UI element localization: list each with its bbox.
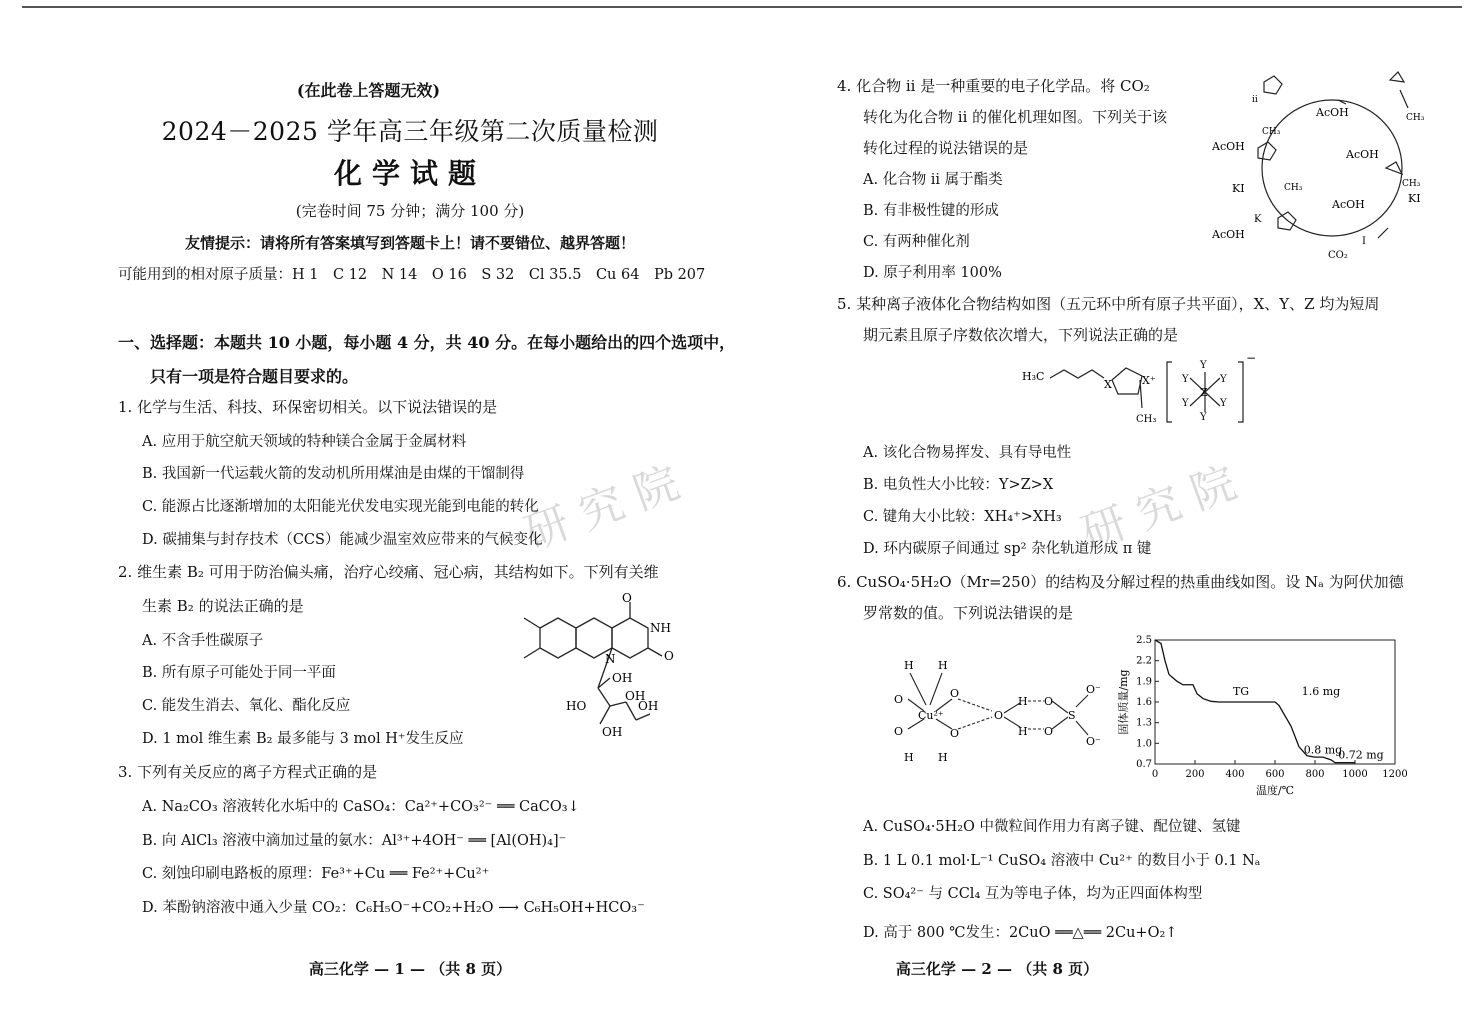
il-y6: Y: [1200, 412, 1207, 423]
vb2-oh2: OH: [625, 689, 646, 703]
cuso4-o1: O: [894, 693, 904, 706]
q4-stem-line3: 转化过程的说法错误的是: [863, 139, 1029, 157]
q2-option-d: D. 1 mol 维生素 B₂ 最多能与 3 mol H⁺发生反应: [142, 731, 464, 747]
q6-option-b: B. 1 L 0.1 mol·L⁻¹ CuSO₄ 溶液中 Cu²⁺ 的数目小于 0.1 Nₐ: [863, 853, 1261, 869]
atomic-masses: 可能用到的相对原子质量：H 1 C 12 N 14 O 16 S 32 Cl 35.5 Cu 64 Pb 207: [118, 267, 706, 283]
cycle-ki1: KI: [1232, 182, 1245, 195]
vb2-o1: O: [622, 591, 632, 605]
cycle-acoh3: AcOH: [1346, 148, 1379, 161]
cuso4-h2: H: [938, 659, 948, 672]
cuso4-o2: O: [950, 687, 960, 700]
x-tick-label: 200: [1185, 769, 1205, 780]
q5-option-c: C. 键角大小比较：XH₄⁺>XH₃: [863, 509, 1062, 525]
vb2-nh: NH: [650, 621, 671, 635]
time-info: (完卷时间 75 分钟；满分 100 分): [295, 202, 525, 220]
y-tick-label: 1.3: [1136, 717, 1152, 729]
subject-title: 化学试题: [333, 157, 486, 190]
cuso4-o5: O: [994, 709, 1004, 722]
q4-option-a: A. 化合物 ii 属于酯类: [863, 172, 1003, 188]
il-ch3: CH₃: [1136, 414, 1157, 425]
tg-chart-ylabel: 固体质量/mg: [1117, 669, 1130, 735]
x-tick-label: 400: [1225, 769, 1245, 780]
ionic-liquid-structure: [1022, 350, 1272, 430]
cycle-acoh5: AcOH: [1212, 228, 1245, 241]
q5-option-b: B. 电负性大小比较：Y>Z>X: [863, 477, 1054, 493]
cuso4-ominus2: O⁻: [1086, 735, 1101, 748]
catalytic-cycle-diagram: [1212, 68, 1452, 268]
y-tick-label: 1.0: [1136, 738, 1152, 750]
il-y5: Y: [1220, 398, 1227, 409]
cuso4-h1: H: [904, 659, 914, 672]
q3-option-b: B. 向 AlCl₃ 溶液中滴加过量的氨水：Al³⁺+4OH⁻ ══ [Al(OH)₄]⁻: [142, 833, 567, 849]
cycle-i: I: [1362, 236, 1366, 247]
q3-option-d: D. 苯酚钠溶液中通入少量 CO₂：C₆H₅O⁻+CO₂+H₂O ⟶ C₆H₅OH+HCO₃⁻: [142, 900, 645, 916]
q6-option-c: C. SO₄²⁻ 与 CCl₄ 互为等电子体，均为正四面体构型: [863, 886, 1203, 902]
vb2-oh1: OH: [612, 671, 633, 685]
cycle-k: K: [1254, 214, 1262, 225]
x-tick-label: 1200: [1382, 769, 1408, 780]
il-x2: X⁺: [1142, 374, 1156, 387]
q4-stem-line2: 转化为化合物 ii 的催化机理如图。下列关于该: [863, 108, 1168, 126]
section1-line2: 只有一项是符合题目要求的。: [150, 367, 359, 386]
cycle-co2: CO₂: [1328, 250, 1348, 261]
q5-stem-line2: 期元素且原子序数依次增大，下列说法正确的是: [863, 326, 1179, 344]
q3-option-c: C. 刻蚀印刷电路板的原理：Fe³⁺+Cu ══ Fe²⁺+Cu²⁺: [142, 866, 490, 882]
cuso4-h5: H: [1018, 695, 1028, 708]
cycle-ch3a: CH₃: [1262, 127, 1281, 137]
q2-option-b: B. 所有原子可能处于同一平面: [142, 665, 336, 681]
vitamin-b2-structure: [510, 590, 710, 740]
vb2-oh3: OH: [638, 699, 659, 713]
q2-stem-line2: 生素 B₂ 的说法正确的是: [142, 597, 304, 615]
q6-stem-line2: 罗常数的值。下列说法错误的是: [863, 604, 1074, 622]
y-tick-label: 1.9: [1136, 676, 1152, 688]
exam-title: 2024－2025 学年高三年级第二次质量检测: [161, 117, 659, 146]
tg-chart: [1115, 630, 1415, 800]
q4-option-b: B. 有非极性键的形成: [863, 203, 999, 219]
q3-option-a: A. Na₂CO₃ 溶液转化水垢中的 CaSO₄：Ca²⁺+CO₃²⁻ ══ CaCO₃↓: [142, 799, 580, 815]
cuso4-o6: O: [1044, 695, 1054, 708]
tg-annotation: 0.8 mg: [1303, 743, 1343, 757]
il-y4: Y: [1182, 398, 1189, 409]
cuso4-ominus1: O⁻: [1086, 683, 1101, 696]
il-h3c: H₃C: [1022, 370, 1045, 383]
y-tick-label: 1.6: [1136, 697, 1152, 708]
right-page: [737, 0, 1474, 1020]
cuso4-h3: H: [904, 751, 914, 764]
cycle-acoh4: AcOH: [1332, 198, 1365, 211]
q3-stem: 3. 下列有关反应的离子方程式正确的是: [118, 763, 378, 781]
cuso4-cu: Cu²⁺: [918, 709, 944, 722]
tg-chart-xlabel: 温度/℃: [1255, 784, 1295, 797]
il-minus: −: [1246, 351, 1257, 365]
y-tick-label: 2.2: [1136, 655, 1152, 667]
y-tick-label: 2.5: [1136, 635, 1152, 646]
q4-option-d: D. 原子利用率 100%: [863, 265, 1002, 281]
q4-option-c: C. 有两种催化剂: [863, 234, 970, 250]
q6-option-a: A. CuSO₄·5H₂O 中微粒间作用力有离子键、配位键、氢键: [863, 819, 1241, 835]
tg-annotation: TG: [1232, 685, 1250, 699]
il-y1: Y: [1200, 360, 1207, 371]
q1-option-b: B. 我国新一代运载火箭的发动机所用煤油是由煤的干馏制得: [142, 466, 525, 482]
q5-option-a: A. 该化合物易挥发、具有导电性: [863, 445, 1072, 461]
cuso4-o4: O: [950, 727, 960, 740]
vb2-n: N: [605, 652, 616, 666]
q1-option-a: A. 应用于航空航天领域的特种镁合金属于金属材料: [142, 434, 467, 450]
cycle-ki2: KI: [1408, 192, 1421, 205]
cuso4-s: S: [1068, 709, 1076, 722]
q2-option-c: C. 能发生消去、氧化、酯化反应: [142, 698, 351, 714]
il-x1: X: [1104, 378, 1112, 391]
q6-option-d: D. 高于 800 ℃发生：2CuO ══△══ 2Cu+O₂↑: [863, 925, 1178, 941]
q1-option-c: C. 能源占比逐渐增加的太阳能光伏发电实现光能到电能的转化: [142, 499, 539, 515]
tg-chart-annotations: [1233, 685, 1384, 761]
q1-stem: 1. 化学与生活、科技、环保密切相关。以下说法错误的是: [118, 398, 498, 416]
x-tick-label: 0: [1151, 769, 1159, 780]
cycle-ch3c: CH₃: [1406, 113, 1425, 123]
il-y3: Y: [1220, 374, 1227, 385]
tg-annotation: 0.72 mg: [1338, 748, 1384, 762]
cuso4-o3: O: [894, 725, 904, 738]
x-tick-label: 800: [1305, 769, 1325, 780]
cycle-acoh1: AcOH: [1316, 106, 1349, 119]
cycle-ch3b: CH₃: [1284, 183, 1303, 193]
x-tick-label: 600: [1265, 769, 1285, 780]
x-tick-label: 1000: [1342, 769, 1368, 780]
cycle-acoh2: AcOH: [1212, 140, 1245, 153]
watermark-left: 研究院: [518, 452, 700, 560]
q2-stem-line1: 2. 维生素 B₂ 可用于防治偏头痛，治疗心绞痛、冠心病，其结构如下。下列有关维: [118, 563, 659, 581]
q4-stem-line1: 4. 化合物 ii 是一种重要的电子化学品。将 CO₂: [837, 77, 1150, 95]
il-y2: Y: [1182, 374, 1189, 385]
q2-option-a: A. 不含手性碳原子: [142, 633, 264, 649]
section1-line1: 一、选择题：本题共 10 小题，每小题 4 分，共 40 分。在每小题给出的四个选项中，: [118, 333, 736, 352]
cycle-ch3d: CH₃: [1402, 179, 1421, 189]
y-tick-label: 0.7: [1136, 759, 1152, 770]
footer-right: 高三化学 — 2 — （共 8 页）: [895, 960, 1099, 978]
notice: (在此卷上答题无效): [296, 81, 441, 100]
watermark-right: 研究院: [1075, 452, 1257, 560]
vb2-o2: O: [664, 649, 674, 663]
vb2-ho: HO: [566, 699, 587, 713]
vb2-oh4: OH: [602, 725, 623, 739]
q5-stem-line1: 5. 某种离子液体化合物结构如图（五元环中所有原子共平面），X、Y、Z 均为短周: [837, 295, 1380, 313]
cuso4-h6: H: [1018, 725, 1028, 738]
cuso4-structure: [872, 655, 1122, 770]
reminder: 友情提示：请将所有答案填写到答题卡上！请不要错位、越界答题！: [184, 234, 635, 252]
cuso4-h4: H: [938, 751, 948, 764]
cuso4-o7: O: [1044, 725, 1054, 738]
q5-option-d: D. 环内碳原子间通过 sp² 杂化轨道形成 π 键: [863, 541, 1152, 557]
tg-annotation: 1.6 mg: [1301, 685, 1341, 699]
cycle-ii: ii: [1252, 95, 1258, 105]
q6-stem-line1: 6. CuSO₄·5H₂O（Mr=250）的结构及分解过程的热重曲线如图。设 Nₐ 为阿伏加德: [837, 573, 1404, 591]
footer-left: 高三化学 — 1 — （共 8 页）: [308, 960, 512, 978]
il-z: Z: [1200, 386, 1208, 399]
q1-option-d: D. 碳捕集与封存技术（CCS）能减少温室效应带来的气候变化: [142, 532, 543, 548]
